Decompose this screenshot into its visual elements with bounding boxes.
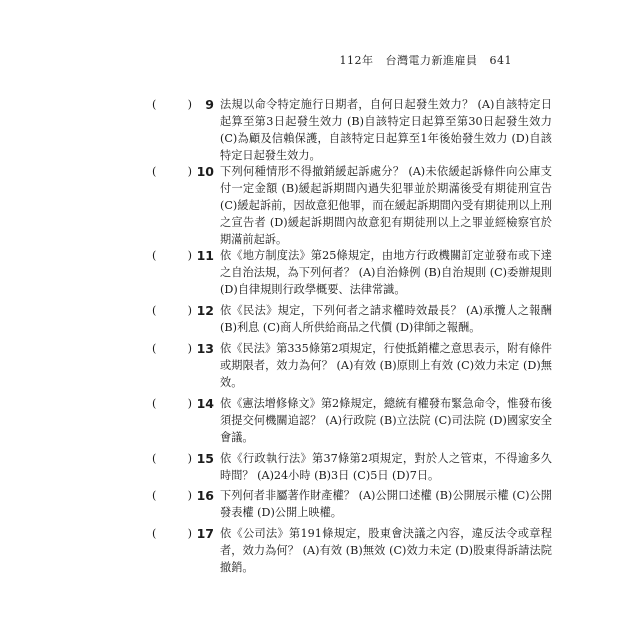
- question-16: [152, 487, 552, 521]
- answer-bracket[interactable]: ( ): [152, 397, 192, 410]
- question-text: 依《地方制度法》第25條規定，由地方行政機關訂定並發布或下達之自治法規，為下列何者？ (A)自治條例 (B)自治規則 (C)委辦規則 (D)自律規則行政學概要、法律常識。: [220, 249, 552, 296]
- question-11: [152, 247, 552, 298]
- header-title: 台灣電力新進雇員: [385, 54, 478, 67]
- question-number: 15: [196, 451, 214, 466]
- answer-bracket[interactable]: ( ): [152, 98, 192, 111]
- question-15: [152, 450, 552, 484]
- question-number: 9: [205, 97, 214, 112]
- question-text: 下列何者非屬著作財產權？ (A)公開口述權 (B)公開展示權 (C)公開發表權 (D)公開上映權。: [220, 489, 552, 519]
- answer-bracket[interactable]: ( ): [152, 304, 192, 317]
- question-number: 12: [196, 303, 214, 318]
- question-text: 依《公司法》第191條規定，股東會決議之內容，違反法令或章程者，效力為何？ (A)有效 (B)無效 (C)效力未定 (D)股東得訴請法院撤銷。: [220, 527, 552, 574]
- question-12: [152, 302, 552, 336]
- question-10: [152, 163, 552, 248]
- question-text: 下列何種情形不得撤銷緩起訴處分？ (A)未依緩起訴條件向公庫支付一定金額 (B)緩起訴期間內過失犯罪並於期滿後受有期徒刑宣告 (C)緩起訴前，因故意犯他罪，而在緩起訴期間內受有期徒刑以上刑之宣告者 (D)緩起訴期間內故意犯有期徒刑以上之罪並經檢察官於期滿前起訴。: [220, 165, 552, 246]
- question-number: 10: [196, 164, 214, 179]
- question-number: 13: [196, 341, 214, 356]
- question-number: 11: [196, 248, 214, 263]
- question-text: 法規以命令特定施行日期者，自何日起發生效力？ (A)自該特定日起算至第3日起發生效力 (B)自該特定日起算至第30日起發生效力 (C)為顧及信賴保護，自該特定日起算至1年後始發生效力 (D)自該特定日起發生效力。: [220, 98, 552, 162]
- answer-bracket[interactable]: ( ): [152, 249, 192, 262]
- question-number: 16: [196, 488, 214, 503]
- question-17: [152, 525, 552, 576]
- question-13: [152, 340, 552, 391]
- page-header: [332, 52, 513, 68]
- answer-bracket[interactable]: ( ): [152, 452, 192, 465]
- answer-bracket[interactable]: ( ): [152, 489, 192, 502]
- answer-bracket[interactable]: ( ): [152, 165, 192, 178]
- page-number: 641: [489, 54, 512, 67]
- answer-bracket[interactable]: ( ): [152, 342, 192, 355]
- question-text: 依《行政執行法》第37條第2項規定，對於人之管束，不得逾多久時間？ (A)24小時 (B)3日 (C)5日 (D)7日。: [220, 452, 552, 482]
- question-9: [152, 96, 552, 164]
- header-year: 112年: [339, 54, 374, 67]
- question-text: 依《憲法增修條文》第2條規定，總統有權發布緊急命令，惟發布後須提交何機關追認？ (A)行政院 (B)立法院 (C)司法院 (D)國家安全會議。: [220, 397, 552, 444]
- question-14: [152, 395, 552, 446]
- answer-bracket[interactable]: ( ): [152, 527, 192, 540]
- question-number: 17: [196, 526, 214, 541]
- question-text: 依《民法》規定，下列何者之請求權時效最長？ (A)承攬人之報酬 (B)利息 (C)商人所供給商品之代價 (D)律師之報酬。: [220, 304, 552, 334]
- question-text: 依《民法》第335條第2項規定，行使抵銷權之意思表示，附有條件或期限者，效力為何？ (A)有效 (B)原則上有效 (C)效力未定 (D)無效。: [220, 342, 552, 389]
- question-number: 14: [196, 396, 214, 411]
